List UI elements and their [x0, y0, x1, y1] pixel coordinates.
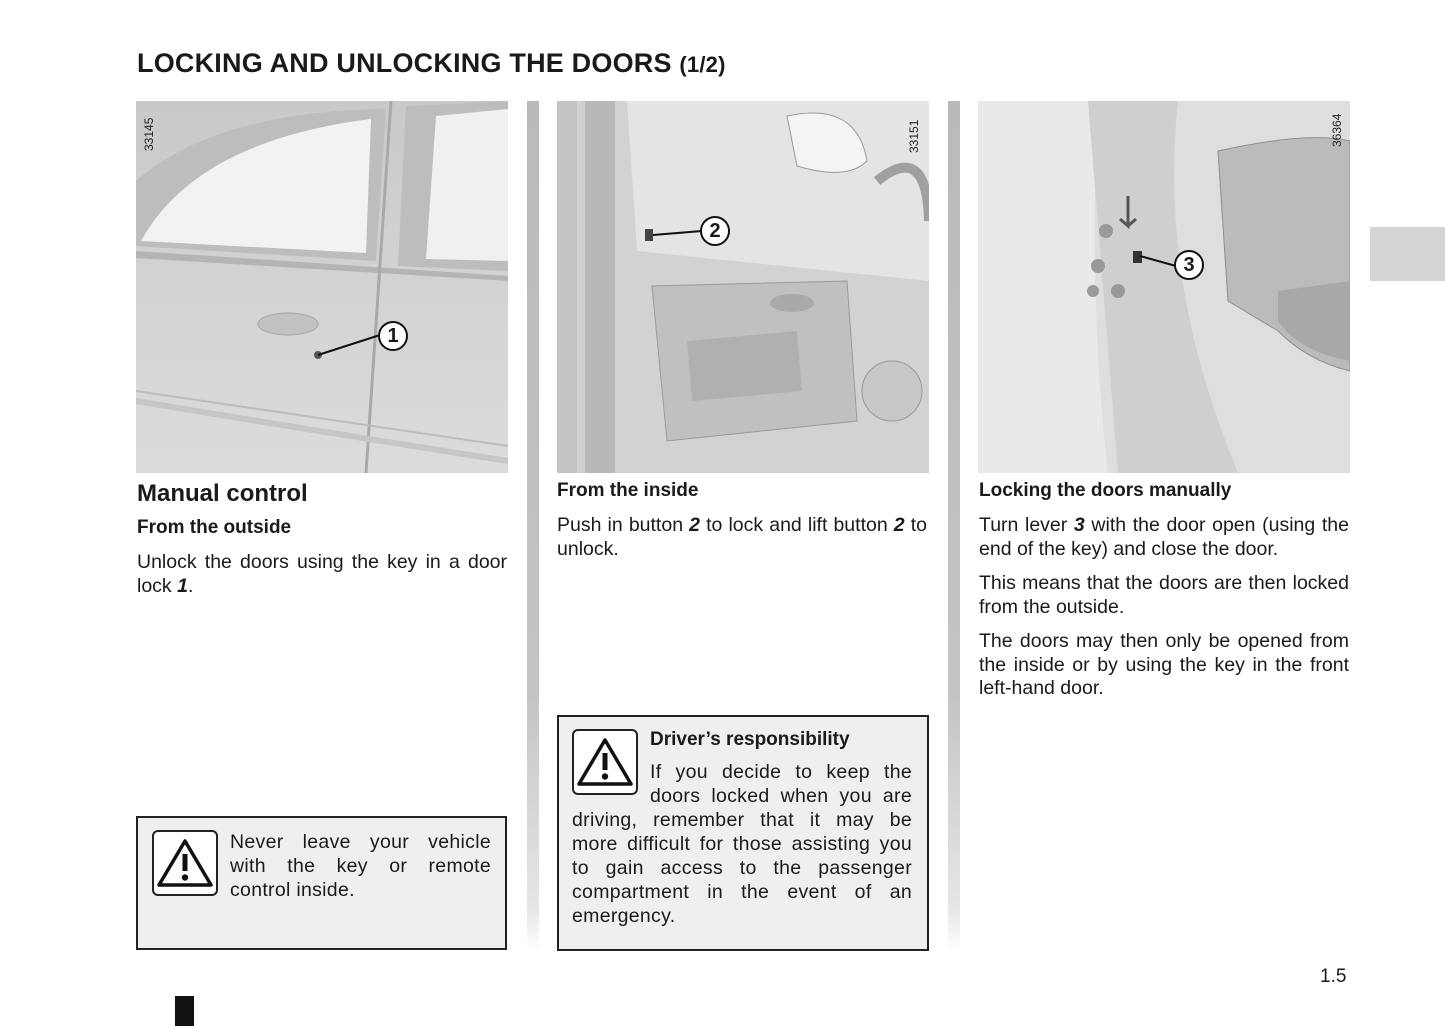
- paragraph-opened-inside: The doors may then only be opened from the inside or by using the key in the front left-hand door.: [979, 630, 1349, 699]
- paragraph-turn-lever: Turn lever 3 with the door open (using the end of the key) and close the door.: [979, 514, 1349, 560]
- page-title-part: (1/2): [679, 52, 726, 77]
- paragraph-inside: Push in button 2 to lock and lift button 2 to unlock.: [557, 514, 928, 560]
- ref-number: 3: [1073, 514, 1085, 536]
- warning-text: Never leave your vehicle with the key or remote control inside.: [230, 831, 491, 901]
- print-mark: [175, 996, 194, 1026]
- ref-number: 2: [893, 514, 905, 536]
- subheading-manual-locking: Locking the doors manually: [979, 480, 1232, 501]
- column-divider: [948, 101, 960, 951]
- warning-triangle-icon: [152, 830, 218, 896]
- car-door-exterior-photo: [136, 101, 508, 473]
- chapter-thumb-tab: [1370, 227, 1445, 281]
- column-divider: [527, 101, 539, 951]
- paragraph-outside: Unlock the doors using the key in a door lock 1.: [137, 551, 507, 597]
- warning-title: Driver’s responsibility: [650, 729, 850, 750]
- paragraph-locked-outside: This means that the doors are then locked from the outside.: [979, 572, 1349, 618]
- page-title: [137, 48, 726, 79]
- warning-box-driver: [557, 715, 929, 951]
- figure-code: 33145: [142, 117, 156, 151]
- page-title-text: LOCKING AND UNLOCKING THE DOORS: [137, 48, 672, 78]
- ref-number: 1: [177, 574, 188, 597]
- subheading-inside: From the inside: [557, 480, 699, 501]
- warning-text: If you decide to keep the doors locked when you are driving, remember that it may be more difficult for those assisting you to gain access to the passenger compartment in the event of an emergency.: [572, 761, 912, 927]
- door-lock-lever-photo: [978, 101, 1350, 473]
- subheading-outside: From the outside: [137, 517, 292, 538]
- page-number: 1.5: [1320, 966, 1347, 987]
- section-heading: Manual control: [137, 480, 308, 507]
- warning-triangle-icon: [572, 729, 638, 795]
- figure-code: 36364: [1330, 113, 1344, 147]
- door-interior-photo: [557, 101, 929, 473]
- callout-1: 1: [378, 321, 408, 351]
- callout-3: 3: [1174, 250, 1204, 280]
- callout-2: 2: [700, 216, 730, 246]
- figure-code: 33151: [907, 119, 921, 153]
- ref-number: 2: [689, 514, 700, 536]
- warning-box: [136, 816, 507, 950]
